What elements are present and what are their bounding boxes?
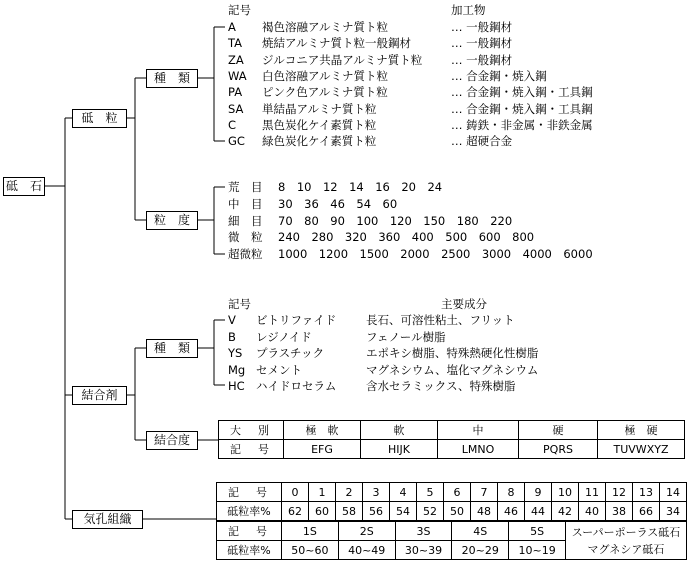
bond-kind-name: ハイドロセラム	[256, 379, 337, 393]
bond-kind-main: フェノール樹脂	[366, 329, 446, 344]
bond-kind-main: 含水セラミックス、特殊樹脂	[366, 379, 516, 393]
bond-grade-class-cell: 中	[438, 421, 519, 440]
pore-table-code-row	[217, 483, 687, 502]
pore-code-cell: 5	[417, 483, 444, 502]
pore-code-cell: 11	[579, 483, 606, 502]
grain-size-class: 超微粒	[228, 247, 263, 262]
pore-node	[72, 510, 143, 529]
grain-node	[72, 109, 127, 128]
bond-kind-label: 種 類	[153, 341, 190, 355]
bond-grade-code-cell: TUVWXYZ	[598, 440, 685, 459]
bond-grade-row-class	[219, 421, 685, 440]
pore-code-cell: 12	[606, 483, 633, 502]
pore-code-cell: 8	[498, 483, 525, 502]
bond-grade-class-cell: 軟	[361, 421, 438, 440]
bond-node	[72, 386, 127, 405]
bond-grade-class-cell: 極 軟	[284, 421, 361, 440]
grain-kind-use: … 合金鋼・焼入鋼・工具鋼	[451, 101, 593, 116]
grain-size-class: 荒 目	[228, 180, 263, 194]
pore-label: 気孔組織	[83, 512, 132, 526]
grain-kind-use-header: 加工物	[451, 3, 486, 17]
super-porous-table	[216, 521, 687, 560]
bond-kind-name: セメント	[256, 362, 302, 377]
pore-structure-table	[216, 482, 687, 521]
pore-table-rate-row	[217, 502, 687, 521]
grain-kind-use: … 合金鋼・焼入鋼	[451, 68, 547, 83]
grain-size-node	[146, 211, 198, 230]
super-porous-head-code: 記 号	[217, 522, 282, 541]
bond-label: 結合剤	[81, 388, 118, 402]
pore-table-head-rate: 砥粒率%	[217, 502, 282, 521]
grain-size-class: 中 目	[228, 196, 263, 211]
pore-code-cell: 1	[309, 483, 336, 502]
super-porous-code-cell: 4S	[452, 522, 509, 541]
bond-kind-name: ビトリファイド	[256, 313, 337, 327]
bond-kind-main-header: 主要成分	[441, 297, 487, 311]
pore-rate-cell: 52	[417, 502, 444, 521]
bond-kind-code: V	[228, 313, 236, 327]
pore-code-cell: 6	[444, 483, 471, 502]
bond-grade-row-code	[219, 440, 685, 459]
super-porous-note	[566, 522, 687, 560]
pore-code-cell: 14	[660, 483, 687, 502]
pore-rate-cell: 38	[606, 502, 633, 521]
super-porous-code-cell: 5S	[509, 522, 566, 541]
grain-size-values: 240 280 320 360 400 500 600 800	[278, 230, 535, 245]
pore-rate-cell: 40	[579, 502, 606, 521]
grain-kind-code: PA	[228, 85, 243, 100]
grain-kind-use: … 一般鋼材	[451, 52, 513, 67]
pore-rate-cell: 46	[498, 502, 525, 521]
root-label: 砥 石	[5, 179, 42, 193]
pore-rate-cell: 58	[336, 502, 363, 521]
grain-kind-name: 焼結アルミナ質ト粒一般鋼材	[262, 36, 412, 51]
pore-code-cell: 2	[336, 483, 363, 502]
grain-size-class: 細 目	[228, 213, 263, 228]
pore-rate-cell: 60	[309, 502, 336, 521]
pore-rate-cell: 62	[282, 502, 309, 521]
grain-kind-name: 褐色溶融アルミナ質ト粒	[262, 20, 389, 34]
bond-grade-code-cell: PQRS	[519, 440, 598, 459]
pore-rate-cell: 50	[444, 502, 471, 521]
grain-size-class: 微 粒	[228, 230, 263, 245]
pore-rate-cell: 66	[633, 502, 660, 521]
pore-code-cell: 9	[525, 483, 552, 502]
grain-kind-code: TA	[228, 36, 242, 51]
grain-kind-use: … 一般鋼材	[451, 20, 513, 34]
super-porous-note-2: マグネシア砥石	[587, 542, 665, 556]
super-porous-code-row	[217, 522, 687, 541]
bond-grade-class-cell: 硬	[519, 421, 598, 440]
grain-kind-use: … 合金鋼・焼入鋼・工具鋼	[451, 85, 593, 100]
pore-rate-cell: 34	[660, 502, 687, 521]
pore-code-cell: 13	[633, 483, 660, 502]
pore-code-cell: 3	[363, 483, 390, 502]
bond-grade-class-cell: 極 硬	[598, 421, 685, 440]
grain-kind-name: 緑色炭化ケイ素質ト粒	[262, 134, 377, 149]
grain-size-values: 8 10 12 14 16 20 24	[278, 180, 443, 194]
grain-label: 砥 粒	[81, 111, 118, 125]
pore-rate-cell: 48	[471, 502, 498, 521]
bond-kind-name: レジノイド	[256, 329, 312, 344]
pore-table-head-code: 記 号	[217, 483, 282, 502]
pore-code-cell: 10	[552, 483, 579, 502]
pore-code-cell: 7	[471, 483, 498, 502]
grain-size-values: 30 36 46 54 60	[278, 196, 398, 211]
grain-kind-name: 白色溶融アルミナ質ト粒	[262, 68, 389, 83]
grain-kind-code-header: 記号	[228, 3, 251, 17]
bond-kind-main: 長石、可溶性粘土、フリット	[366, 313, 515, 327]
grain-size-label: 粒 度	[153, 213, 190, 227]
super-porous-note-1: スーパーポーラス砥石	[571, 525, 681, 539]
bond-grade-table	[218, 420, 685, 459]
bond-kind-node	[146, 339, 198, 358]
super-porous-rate-cell: 10~19	[509, 541, 566, 560]
bond-kind-code: HC	[228, 379, 245, 393]
grain-kind-code: GC	[228, 134, 245, 149]
grain-kind-code: C	[228, 117, 237, 132]
bond-kind-name: プラスチック	[256, 346, 325, 360]
super-porous-rate-cell: 30~39	[395, 541, 452, 560]
pore-code-cell: 0	[282, 483, 309, 502]
super-porous-rate-cell: 50~60	[282, 541, 339, 560]
grain-kind-use: … 超硬合金	[451, 134, 513, 149]
bond-grade-code-cell: HIJK	[361, 440, 438, 459]
super-porous-head-rate: 砥粒率%	[217, 541, 282, 560]
grain-kind-name: ジルコニア共晶アルミナ質ト粒	[262, 52, 423, 67]
bond-kind-code: YS	[228, 346, 243, 360]
grain-size-values: 1000 1200 1500 2000 2500 3000 4000 6000	[278, 247, 593, 262]
grain-kind-use: … 一般鋼材	[451, 36, 513, 51]
grain-kind-node	[146, 69, 198, 88]
grain-kind-use: … 鋳鉄・非金属・非鉄金属	[451, 117, 593, 132]
bond-kind-main: エポキシ樹脂、特殊熱硬化性樹脂	[366, 346, 539, 360]
pore-code-cell: 4	[390, 483, 417, 502]
bond-kind-main: マグネシウム、塩化マグネシウム	[366, 362, 539, 377]
super-porous-rate-cell: 20~29	[452, 541, 509, 560]
grain-kind-name: 単結晶アルミナ質ト粒	[262, 101, 377, 116]
bond-grade-code-cell: LMNO	[438, 440, 519, 459]
pore-rate-cell: 56	[363, 502, 390, 521]
super-porous-code-cell: 2S	[338, 522, 395, 541]
super-porous-code-cell: 1S	[282, 522, 339, 541]
grain-kind-name: ピンク色アルミナ質ト粒	[262, 85, 388, 100]
bond-grade-head-code: 記 号	[219, 440, 284, 459]
grain-kind-code: SA	[228, 101, 244, 116]
bond-grade-head-class: 大 別	[219, 421, 284, 440]
bond-grade-node	[146, 431, 198, 450]
bond-kind-code-header: 記号	[228, 297, 251, 311]
grain-kind-code: WA	[228, 68, 247, 83]
grain-kind-code: ZA	[228, 52, 244, 67]
super-porous-rate-cell: 40~49	[338, 541, 395, 560]
grain-kind-label: 種 類	[153, 71, 190, 85]
pore-rate-cell: 42	[552, 502, 579, 521]
pore-rate-cell: 54	[390, 502, 417, 521]
bond-grade-code-cell: EFG	[284, 440, 361, 459]
bond-kind-code: B	[228, 329, 236, 344]
grain-kind-code: A	[228, 20, 236, 34]
grain-kind-name: 黒色炭化ケイ素質ト粒	[262, 117, 377, 132]
pore-rate-cell: 44	[525, 502, 552, 521]
bond-grade-label: 結合度	[153, 433, 190, 447]
super-porous-code-cell: 3S	[395, 522, 452, 541]
bond-kind-code: Mg	[228, 362, 246, 377]
root-node	[3, 177, 45, 196]
grain-size-values: 70 80 90 100 120 150 180 220	[278, 213, 513, 228]
